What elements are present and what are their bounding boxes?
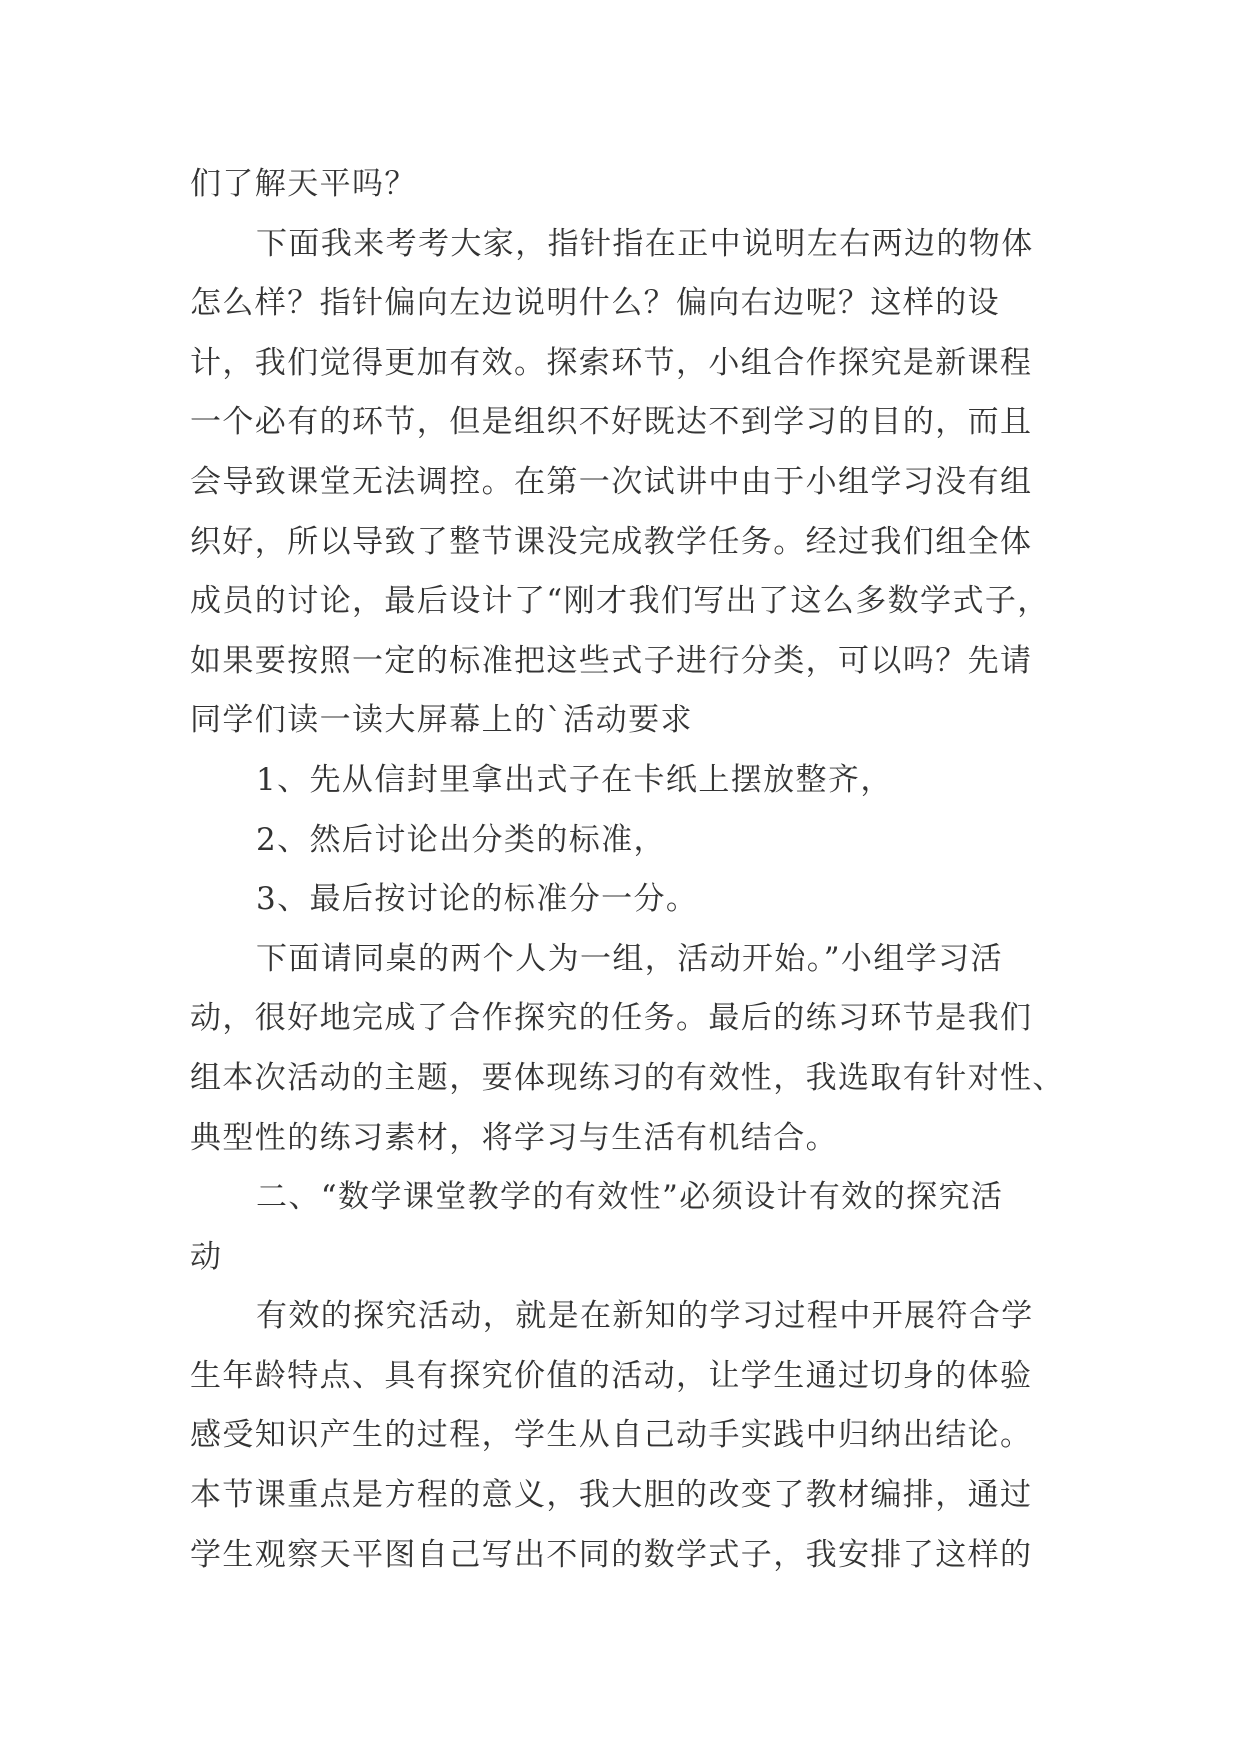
section-heading-line-1: 二、“数学课堂教学的有效性”必须设计有效的探究活 xyxy=(256,1179,1004,1216)
text-line-24: 学生观察天平图自己写出不同的数学式子，我安排了这样的 xyxy=(190,1536,1033,1573)
text-line-20: 有效的探究活动，就是在新知的学习过程中开展符合学 xyxy=(256,1298,1034,1335)
text-line-21: 生年龄特点、具有探究价值的活动，让学生通过切身的体验 xyxy=(190,1357,1033,1394)
text-line-16: 组本次活动的主题，要体现练习的有效性，我选取有针对性、 xyxy=(190,1059,1065,1096)
text-line-7: 织好，所以导致了整节课没完成教学任务。经过我们组全体 xyxy=(190,523,1033,560)
list-item-3: 3、最后按讨论的标准分一分。 xyxy=(256,881,699,918)
text-line-15: 动，很好地完成了合作探究的任务。最后的练习环节是我们 xyxy=(190,1000,1033,1037)
text-line-4: 计，我们觉得更加有效。探索环节，小组合作探究是新课程 xyxy=(190,344,1033,381)
body-text xyxy=(190,155,1065,1585)
text-line-17: 典型性的练习素材，将学习与生活有机结合。 xyxy=(190,1119,838,1156)
text-line-3: 怎么样？指针偏向左边说明什么？偏向右边呢？这样的设 xyxy=(190,285,1000,322)
text-line-10: 同学们读一读大屏幕上的`活动要求 xyxy=(190,702,693,739)
text-line-23: 本节课重点是方程的意义，我大胆的改变了教材编排，通过 xyxy=(190,1477,1033,1514)
list-item-1: 1、先从信封里拿出式子在卡纸上摆放整齐， xyxy=(256,761,893,798)
text-line-1: 们了解天平吗？ xyxy=(190,166,417,202)
text-line-5: 一个必有的环节，但是组织不好既达不到学习的目的，而且 xyxy=(190,404,1033,441)
list-item-2: 2、然后讨论出分类的标准， xyxy=(256,821,666,858)
text-line-8: 成员的讨论，最后设计了“刚才我们写出了这么多数学式子， xyxy=(190,583,1050,620)
section-heading-line-2: 动 xyxy=(190,1238,223,1275)
text-line-22: 感受知识产生的过程，学生从自己动手实践中归纳出结论。 xyxy=(190,1417,1033,1454)
text-line-6: 会导致课堂无法调控。在第一次试讲中由于小组学习没有组 xyxy=(190,463,1033,500)
text-line-9: 如果要按照一定的标准把这些式子进行分类，可以吗？先请 xyxy=(190,642,1033,679)
text-line-14: 下面请同桌的两个人为一组，活动开始。”小组学习活 xyxy=(256,940,1003,977)
text-line-2: 下面我来考考大家，指针指在正中说明左右两边的物体 xyxy=(256,225,1034,262)
